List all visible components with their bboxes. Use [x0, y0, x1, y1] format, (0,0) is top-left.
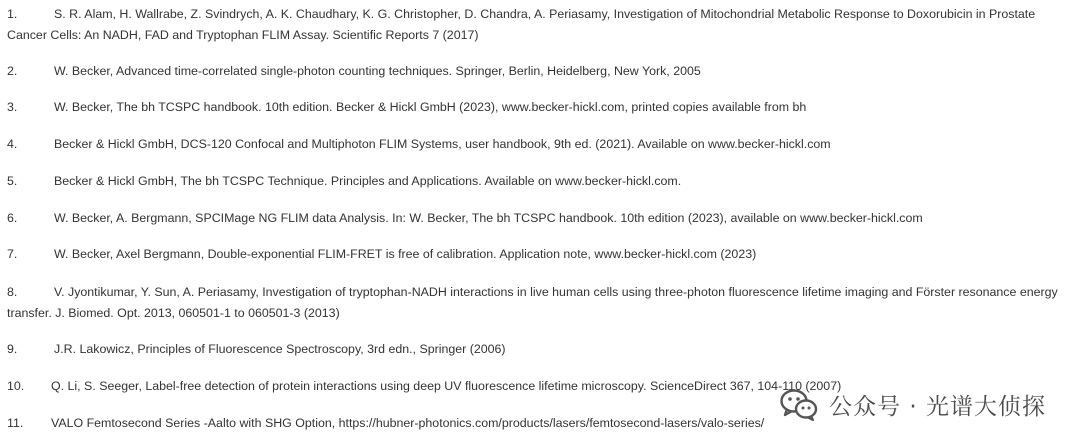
reference-item: [7, 4, 1070, 46]
reference-item: [7, 61, 1070, 82]
reference-number: 7.: [7, 247, 18, 261]
reference-text: VALO Femtosecond Series -Aalto with SHG Option, https://hubner-photonics.com/products/lasers/femtosecond-lasers/valo-series/: [51, 416, 765, 430]
reference-number: 5.: [7, 174, 18, 188]
reference-number: 6.: [7, 211, 18, 225]
reference-text: Becker & Hickl GmbH, DCS-120 Confocal and Multiphoton FLIM Systems, user handbook, 9th ed. (2021). Available on www.becker-hickl.com: [54, 137, 831, 151]
reference-number: 10.: [7, 379, 25, 393]
reference-text: Q. Li, S. Seeger, Label-free detection of protein interactions using deep UV fluorescence lifetime microscopy. ScienceDirect 367, 104-110 (2007): [51, 379, 842, 393]
reference-item: [7, 339, 1070, 360]
reference-text: W. Becker, Advanced time-correlated single-photon counting techniques. Springer, Berlin, Heidelberg, New York, 2005: [54, 64, 701, 78]
watermark: [779, 386, 1046, 422]
reference-number: 3.: [7, 100, 18, 114]
reference-number: 8.: [7, 285, 18, 299]
reference-text: W. Becker, A. Bergmann, SPCIMage NG FLIM data Analysis. In: W. Becker, The bh TCSPC handbook. 10th edition (2023), available on www.becker-hickl.com: [54, 211, 923, 225]
reference-item: [7, 97, 1070, 118]
reference-number: 2.: [7, 64, 18, 78]
reference-text: V. Jyontikumar, Y. Sun, A. Periasamy, Investigation of tryptophan-NADH interactions in live human cells using three-photon fluorescence lifetime imaging and Förster resonance energy transfer. J. Biomed. Opt. 2013, 060501-1 to 060501-3 (2013): [7, 285, 1058, 320]
reference-item: [7, 282, 1070, 324]
reference-number: 4.: [7, 137, 18, 151]
reference-text: W. Becker, The bh TCSPC handbook. 10th edition. Becker & Hickl GmbH (2023), www.becker-hickl.com, printed copies available from bh: [54, 100, 807, 114]
watermark-text: 公众号 · 光谱大侦探: [829, 393, 1046, 420]
reference-text: W. Becker, Axel Bergmann, Double-exponential FLIM-FRET is free of calibration. Application note, www.becker-hickl.com (2023): [54, 247, 757, 261]
reference-item: [7, 171, 1070, 192]
reference-item: [7, 134, 1070, 155]
reference-number: 9.: [7, 342, 18, 356]
wechat-icon: [779, 386, 819, 422]
reference-number: 11.: [7, 416, 24, 430]
reference-item: [7, 208, 1070, 229]
reference-text: S. R. Alam, H. Wallrabe, Z. Svindrych, A. K. Chaudhary, K. G. Christopher, D. Chandra, A. Periasamy, Investigation of Mitochondrial Metabolic Response to Doxorubicin in Prostate Cancer Cells: An NADH, FAD and Tryptophan FLIM Assay. Scientific Reports 7 (2017): [7, 7, 1036, 42]
reference-item: [7, 244, 1070, 265]
reference-text: Becker & Hickl GmbH, The bh TCSPC Technique. Principles and Applications. Available on www.becker-hickl.com.: [54, 174, 682, 188]
reference-number: 1.: [7, 7, 18, 21]
reference-text: J.R. Lakowicz, Principles of Fluorescence Spectroscopy, 3rd edn., Springer (2006): [54, 342, 506, 356]
